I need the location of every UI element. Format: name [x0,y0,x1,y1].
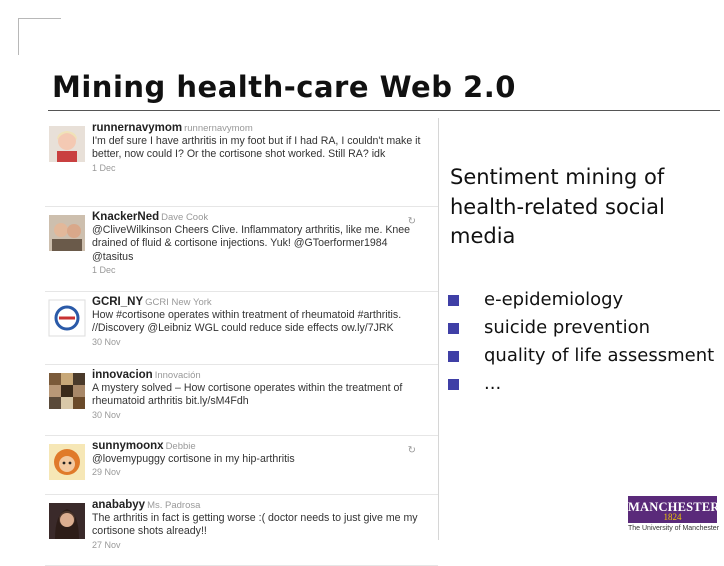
tweet-item[interactable] [45,118,438,207]
bullet-text: ... [484,373,502,394]
reply-icon[interactable]: ↻ [407,445,416,456]
logo-year: 1824 [663,512,682,522]
tweet-date[interactable]: 29 Nov [92,467,121,478]
bullet-text: suicide prevention [484,317,651,338]
bullet-text: e-epidemiology [484,289,624,310]
tweet-item[interactable] [45,365,438,436]
tweet-handle: Debbie [165,441,196,452]
tweet-date[interactable]: 1 Dec [92,162,116,173]
tweet-handle: GCRI New York [145,297,212,308]
tweet-item[interactable] [45,436,438,495]
bullet-list [446,288,724,400]
tweet-handle: Dave Cook [161,212,209,223]
bullet-square-icon [448,323,459,334]
logo-subtitle: The University of Manchester [628,525,720,532]
slide-title: Mining health-care Web 2.0 [52,70,516,104]
avatar-mosaic-icon [49,373,85,409]
tweet-item[interactable] [45,292,438,365]
university-logo [625,495,720,540]
corner-decoration [18,18,61,55]
tweet-handle: Innovación [154,370,201,381]
reply-icon[interactable]: ↻ [407,216,416,227]
tweet-date[interactable]: 30 Nov [92,336,121,347]
description-text: Sentiment mining of health-related social media [450,165,665,248]
tweet-handle: runnernavymom [184,123,253,134]
tweet-text: @CliveWilkinson Cheers Clive. Inflammatory arthritis, like me. Knee drained of fluid & cortisone injections. Yuk! @GToerformer1984 @tasitus [92,224,411,263]
avatar-photo-icon [49,215,85,251]
tweet-item[interactable] [45,207,438,292]
avatar-photo-icon [49,503,85,539]
bullet-square-icon [448,295,459,306]
avatar-cartoon-icon [49,444,85,480]
tweet-author[interactable]: GCRI_NY [92,296,144,308]
tweet-feed[interactable] [45,118,439,550]
tweet-text: The arthritis in fact is getting worse :( doctor needs to just give me my cortisone shots already!! [92,512,418,538]
tweet-author[interactable]: sunnymoonx [92,440,164,452]
bullet-item [446,316,724,340]
tweet-author[interactable]: anababyy [92,499,146,511]
tweet-date[interactable]: 27 Nov [92,539,121,550]
tweet-text: @lovemypuggy cortisone in my hip-arthritis [92,453,295,466]
tweet-item[interactable] [45,495,438,566]
bullet-item [446,288,724,312]
tweet-date[interactable]: 30 Nov [92,409,121,420]
tweet-author[interactable]: runnernavymom [92,122,183,134]
bullet-text: quality of life assessment [484,345,715,366]
tweet-handle: Ms. Padrosa [147,500,201,511]
bullet-item [446,344,724,368]
tweet-text: How #cortisone operates within treatment of rheumatoid #arthritis. //Discovery @Leibniz WGL could reduce side effects ow.ly/7JRK [92,309,402,335]
avatar-photo-icon [49,126,85,162]
bullet-square-icon [448,379,459,390]
tweet-author[interactable]: innovacion [92,369,153,381]
tweet-author[interactable]: KnackerNed [92,211,160,223]
tweet-date[interactable]: 1 Dec [92,264,116,275]
tweet-text: A mystery solved – How cortisone operates within the treatment of rheumatoid arthritis bit.ly/sM4Fdh [92,382,403,408]
avatar-logo-icon [49,300,85,336]
logo-badge [628,496,720,523]
bullet-item [446,372,724,396]
tweet-text: I'm def sure I have arthritis in my foot but if I had RA, I couldn't make it better, now could I? Or the cortisone shot worked. Still RA? idk [92,135,421,161]
bullet-square-icon [448,351,459,362]
slide-description [450,163,690,252]
title-divider [48,110,720,111]
logo-name: MANCHESTER [628,500,720,514]
